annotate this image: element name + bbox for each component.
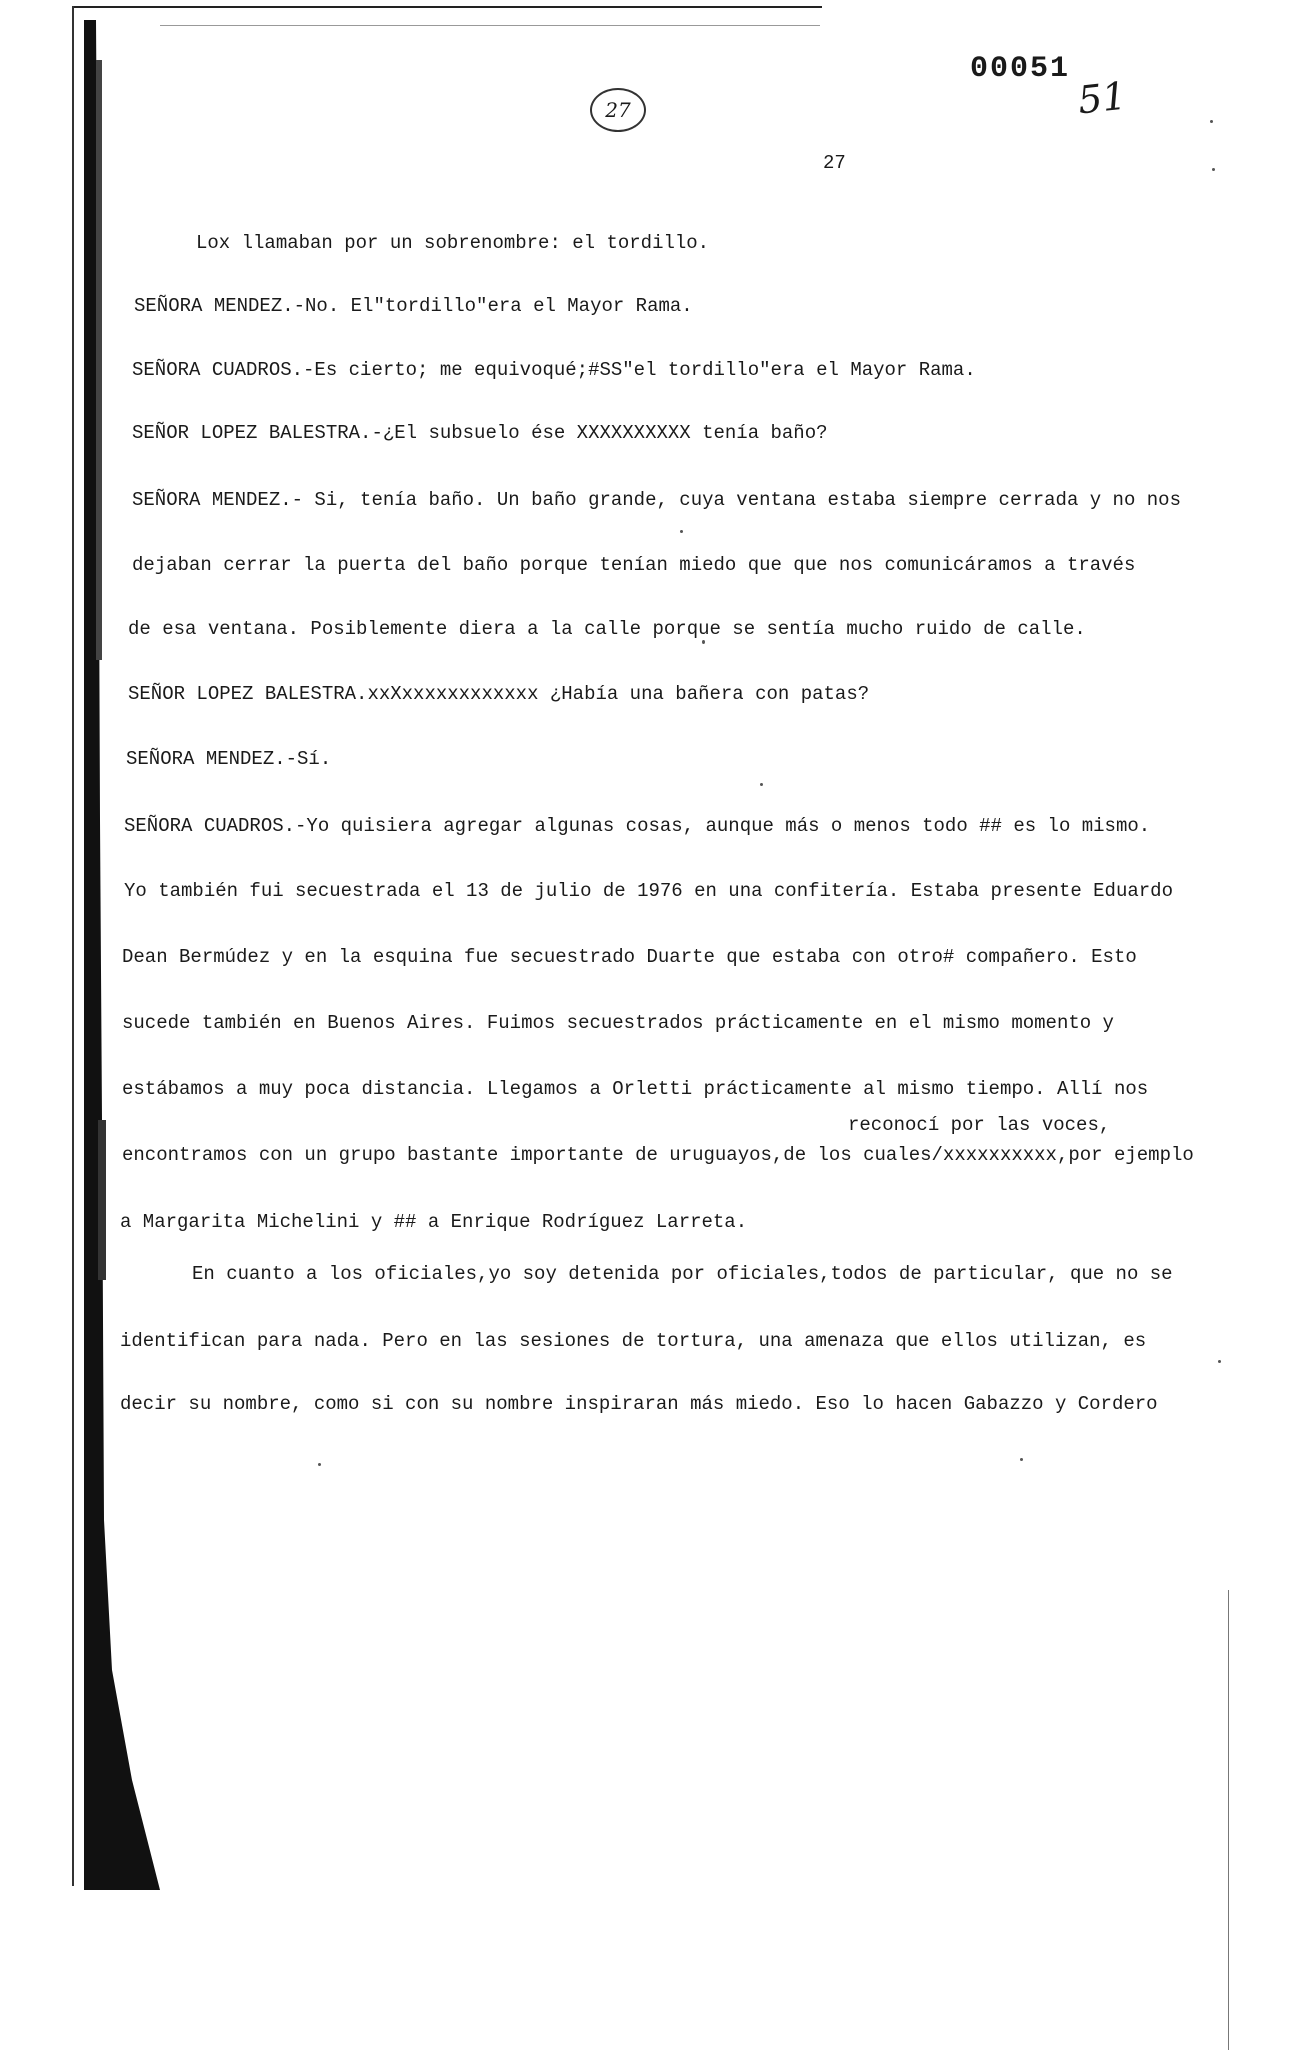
text-line: SEÑORA MENDEZ.-No. El"tordillo"era el Mayor Rama. xyxy=(134,295,693,317)
handwritten-number: 51 xyxy=(1075,73,1129,123)
circled-number xyxy=(590,88,646,132)
text-line: de esa ventana. Posiblemente diera a la calle porque se sentía mucho ruido de calle. xyxy=(128,618,1086,640)
text-line: SEÑOR LOPEZ BALESTRA.-¿El subsuelo ése XXXXXXXXXX tenía baño? xyxy=(132,422,828,444)
text-line: SEÑORA CUADROS.-Yo quisiera agregar algunas cosas, aunque más o menos todo ## es lo mismo. xyxy=(124,815,1151,837)
text-line: decir su nombre, como si con su nombre inspiraran más miedo. Eso lo hacen Gabazzo y Cordero xyxy=(120,1393,1158,1415)
text-line: SEÑORA CUADROS.-Es cierto; me equivoqué;#SS"el tordillo"era el Mayor Rama. xyxy=(132,359,976,381)
text-line: Lox llamaban por un sobrenombre: el tordillo. xyxy=(196,232,710,254)
speck xyxy=(680,530,683,533)
top-faint-line xyxy=(160,25,820,26)
insertion-line: reconocí por las voces, xyxy=(848,1114,1111,1136)
text-line: En cuanto a los oficiales,yo soy detenida por oficiales,todos de particular, que no se xyxy=(192,1263,1173,1285)
speck xyxy=(1218,1360,1221,1363)
stamp-number: 00051 xyxy=(970,52,1071,86)
text-line: estábamos a muy poca distancia. Llegamos a Orletti prácticamente al mismo tiempo. Allí nos xyxy=(122,1078,1149,1100)
page-number: 27 xyxy=(823,152,846,174)
text-line: SEÑOR LOPEZ BALESTRA.xxXxxxxxxxxxxxx ¿Había una bañera con patas? xyxy=(128,683,870,705)
left-border-line xyxy=(72,6,74,1886)
text-line: SEÑORA MENDEZ.-Sí. xyxy=(126,748,332,770)
text-line: Dean Bermúdez y en la esquina fue secuestrado Duarte que estaba con otro# compañero. Esto xyxy=(122,946,1137,968)
text-line: SEÑORA MENDEZ.- Si, tenía baño. Un baño grande, cuya ventana estaba siempre cerrada y no nos xyxy=(132,489,1181,511)
speck xyxy=(1212,168,1215,171)
speck xyxy=(1020,1458,1023,1461)
speck xyxy=(1210,120,1213,123)
text-line: sucede también en Buenos Aires. Fuimos secuestrados prácticamente en el mismo momento y xyxy=(122,1012,1114,1034)
text-line: identifican para nada. Pero en las sesiones de tortura, una amenaza que ellos utilizan, es xyxy=(120,1330,1147,1352)
text-line: a Margarita Michelini y ## a Enrique Rodríguez Larreta. xyxy=(120,1211,748,1233)
text-line: dejaban cerrar la puerta del baño porque tenían miedo que que nos comunicáramos a través xyxy=(132,554,1136,576)
text-line: Yo también fui secuestrada el 13 de julio de 1976 en una confitería. Estaba presente Eduardo xyxy=(124,880,1173,902)
top-border-line xyxy=(72,6,822,8)
speck xyxy=(318,1463,321,1466)
circled-number-text: 27 xyxy=(605,98,631,122)
speck xyxy=(760,783,763,786)
right-border-line xyxy=(1228,1590,1229,2050)
speck xyxy=(702,640,705,644)
text-line: encontramos con un grupo bastante importante de uruguayos,de los cuales/xxxxxxxxxx,por ejemplo xyxy=(122,1144,1194,1166)
